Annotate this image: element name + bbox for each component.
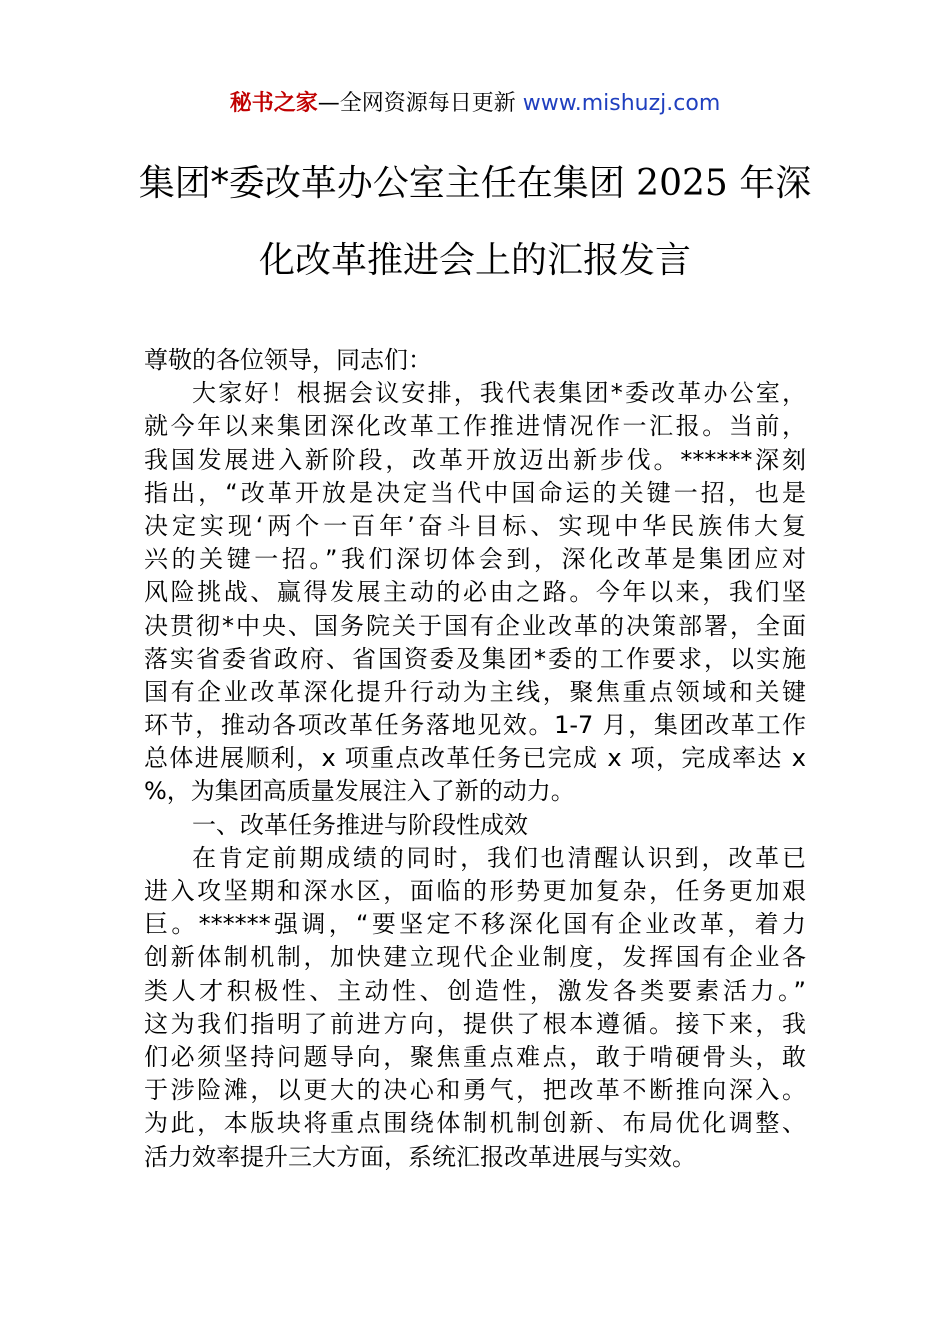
body-line: 在肯定前期成绩的同时，我们也清醒认识到，改革已 (192, 843, 806, 872)
body-line: 这为我们指明了前进方向，提供了根本遵循。接下来，我 (144, 1009, 806, 1038)
document-body (144, 344, 806, 1174)
body-line: 为此，本版块将重点围绕体制机制创新、布局优化调整、 (144, 1109, 806, 1138)
body-line: 创新体制机制，加快建立现代企业制度，发挥国有企业各 (144, 943, 806, 972)
document-title (100, 158, 850, 312)
body-line: 大家好！根据会议安排，我代表集团*委改革办公室， (192, 379, 806, 408)
body-line: 决贯彻*中央、国务院关于国有企业改革的决策部署，全面 (144, 611, 806, 640)
body-line: 活力效率提升三大方面，系统汇报改革进展与实效。 (144, 1142, 696, 1171)
body-line: 兴的关键一招。”我们深切体会到，深化改革是集团应对 (144, 545, 806, 574)
body-line: 们必须坚持问题导向，聚焦重点难点，敢于啃硬骨头，敢 (144, 1042, 806, 1071)
body-line: 决定实现‘两个一百年’奋斗目标、实现中华民族伟大复 (144, 511, 806, 540)
body-line: 类人才积极性、主动性、创造性，激发各类要素活力。” (144, 976, 806, 1005)
body-line: 环节，推动各项改革任务落地见效。1-7 月，集团改革工作 (144, 711, 806, 740)
body-line: 风险挑战、赢得发展主动的必由之路。今年以来，我们坚 (144, 578, 806, 607)
site-url-link[interactable]: www.mishuzj.com (522, 91, 721, 116)
site-header (0, 88, 950, 120)
body-line: 巨。******强调，“要坚定不移深化国有企业改革，着力 (144, 910, 806, 939)
body-line: 就今年以来集团深化改革工作推进情况作一汇报。当前， (144, 412, 806, 441)
body-line: 进入攻坚期和深水区，面临的形势更加复杂，任务更加艰 (144, 877, 806, 905)
header-tagline: —全网资源每日更新 (317, 91, 523, 116)
body-line: 我国发展进入新阶段，改革开放迈出新步伐。******深刻 (144, 445, 806, 474)
body-line: 国有企业改革深化提升行动为主线，聚焦重点领域和关键 (144, 677, 806, 706)
body-line: 总体进展顺利，x 项重点改革任务已完成 x 项，完成率达 x (144, 744, 806, 773)
salutation: 尊敬的各位领导，同志们： (144, 346, 432, 374)
title-line-2: 化改革推进会上的汇报发言 (258, 240, 691, 281)
body-line: %，为集团高质量发展注入了新的动力。 (144, 777, 575, 806)
section-heading: 一、改革任务推进与阶段性成效 (192, 810, 528, 839)
body-line: 于涉险滩，以更大的决心和勇气，把改革不断推向深入。 (144, 1076, 806, 1105)
brand-name: 秘书之家 (229, 91, 318, 116)
title-line-1: 集团*委改革办公室主任在集团 2025 年深 (138, 163, 812, 204)
body-line: 落实省委省政府、省国资委及集团*委的工作要求，以实施 (144, 644, 806, 673)
body-line: 指出，“改革开放是决定当代中国命运的关键一招，也是 (144, 478, 806, 507)
